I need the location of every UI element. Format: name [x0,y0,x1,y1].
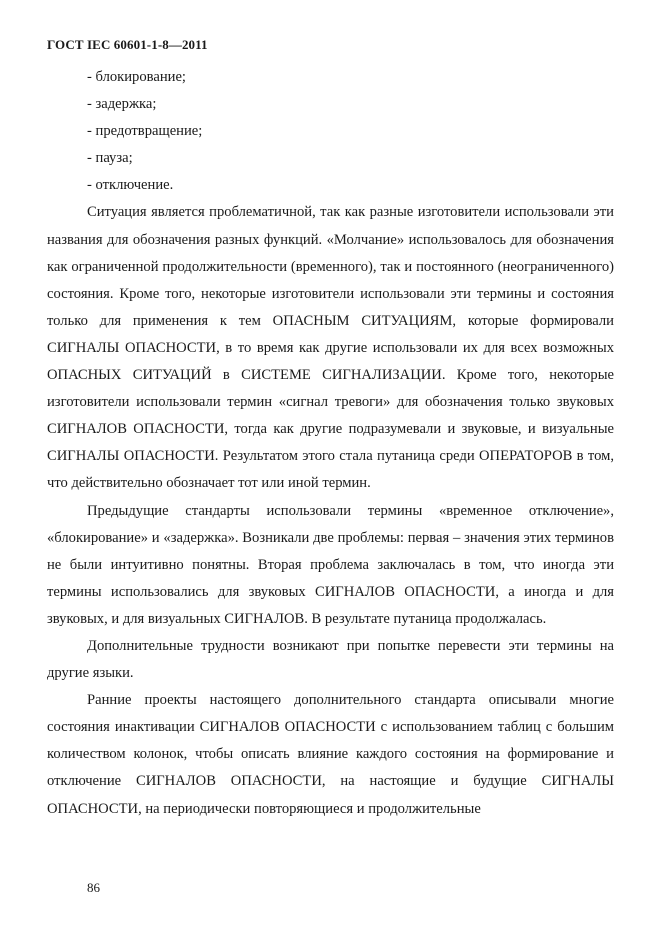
list-item: - предотвращение; [87,123,203,140]
document-header: ГОСТ IEC 60601-1-8—2011 [47,37,208,52]
list-item: - блокирование; [87,69,186,85]
list-item: - пауза; [87,150,133,167]
list-item: - задержка; [87,96,157,113]
page-number: 86 [87,880,100,895]
paragraph-previous-standards: Предыдущие стандарты использовали термины «временное отключение», «блокирование» и «задержка». Возникали две проблемы: первая – значения этих терминов не были интуитивно понятны. Вторая проблема заключалась в том, что иногда эти термины использовались для звуковых СИГНАЛОВ ОПАСНОСТИ, а иногда и для звуковых, и для визуальных СИГНАЛОВ. В результате путаница продолжалась. [47,502,614,627]
paragraph-early-drafts: Ранние проекты настоящего дополнительного стандарта описывали многие состояния инактивации СИГНАЛОВ ОПАСНОСТИ с использованием таблиц с большим количеством колонок, чтобы описать влияние каждого состояния на формирование и отключение СИГНАЛОВ ОПАСНОСТИ, на настоящие и будущие СИГНАЛЫ ОПАСНОСТИ, на периодически повторяющиеся и продолжительные [47,692,614,817]
list-item: - отключение. [87,177,174,194]
paragraph-terminology-problem: Ситуация является проблематичной, так как разные изготовители использовали эти названия для обозначения разных функций. «Молчание» использовалось для обозначения как ограниченной продолжительности (временного), так и постоянного (неограниченного) состояния. Кроме того, некоторые изготовители использовали эти термины и состояния только для применения к тем ОПАСНЫМ СИТУАЦИЯМ, которые формировали СИГНАЛЫ ОПАСНОСТИ, в то время как другие использовали их для всех возможных ОПАСНЫХ СИТУАЦИЙ в СИСТЕМЕ СИГНАЛИЗАЦИИ. Кроме того, некоторые изготовители использовали термин «сигнал тревоги» для обозначения только звуковых СИГНАЛОВ ОПАСНОСТИ, тогда как другие подразумевали и звуковые, и визуальные СИГНАЛЫ ОПАСНОСТИ. Результатом этого стала путаница среди ОПЕРАТОРОВ в том, что действительно обозначает тот или иной термин. [47,204,614,492]
document-body [47,64,614,823]
paragraph-translation-difficulties: Дополнительные трудности возникают при попытке перевести эти термины на другие языки. [47,637,614,682]
